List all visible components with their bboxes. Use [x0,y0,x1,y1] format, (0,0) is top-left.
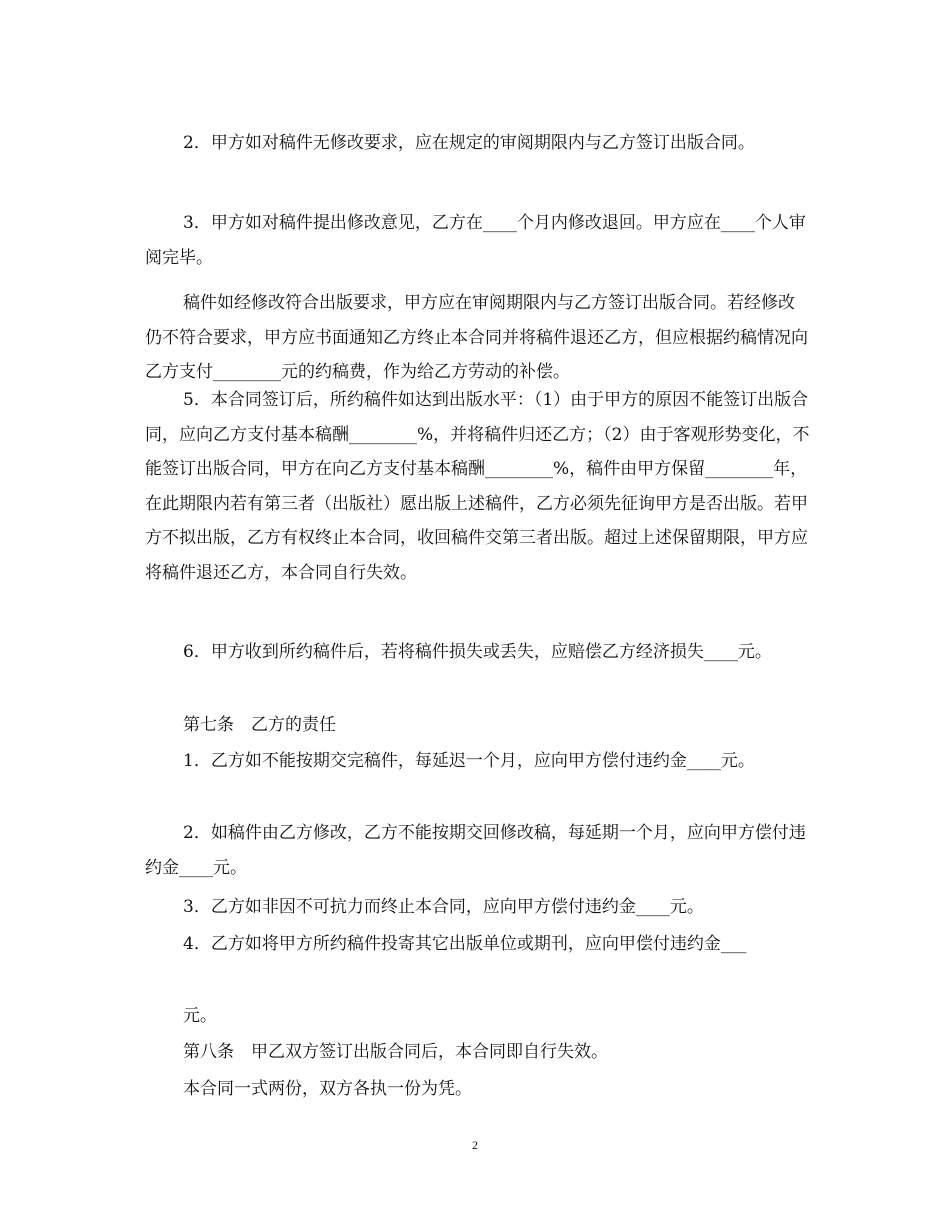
paragraph-article-7-item-3: 3．乙方如非因不可抗力而终止本合同，应向甲方偿付违约金____元。 [183,897,704,917]
paragraph-copies: 本合同一式两份，双方各执一份为凭。 [183,1079,472,1099]
paragraph-article-7-item-1: 1．乙方如不能按期交完稿件，每延迟一个月，应向甲方偿付违约金____元。 [183,751,755,771]
paragraph-clause-3: 3．甲方如对稿件提出修改意见，乙方在____个月内修改退回。甲方应在____个人审阅完毕。 [145,213,806,268]
paragraph-yuan: 元。 [183,1006,217,1026]
paragraph-clause-2: 2．甲方如对稿件无修改要求，应在规定的审阅期限内与乙方签订出版合同。 [183,133,755,153]
section-heading-article-8: 第八条 甲乙双方签订出版合同后，本合同即自行失效。 [183,1042,608,1062]
page-number: 2 [472,1138,478,1152]
paragraph-article-7-item-4: 4．乙方如将甲方所约稿件投寄其它出版单位或期刊，应向甲偿付违约金___ [183,934,747,954]
paragraph-article-7-item-2: 2．如稿件由乙方修改，乙方不能按期交回修改稿，每延期一个月，应向甲方偿付违约金____元。 [145,823,806,878]
paragraph-revision: 稿件如经修改符合出版要求，甲方应在审阅期限内与乙方签订出版合同。若经修改仍不符合要求，甲方应书面通知乙方终止本合同并将稿件退还乙方，但应根据约稿情况向乙方支付________元的约稿费，作为给乙方劳动的补偿。 [145,293,808,382]
paragraph-clause-6: 6．甲方收到所约稿件后，若将稿件损失或丢失，应赔偿乙方经济损失____元。 [183,642,772,662]
section-heading-article-7: 第七条 乙方的责任 [183,715,336,735]
paragraph-clause-5: 5．本合同签订后，所约稿件如达到出版水平：（1）由于甲方的原因不能签订出版合同，应向乙方支付基本稿酬________%，并将稿件归还乙方；（2）由于客观形势变化，不能签订出版合同，甲方在向乙方支付基本稿酬________%，稿件由甲方保留________年，在此期限内若有第三者（出版社）愿出版上述稿件，乙方必须先征询甲方是否出版。若甲方不拟出版，乙方有权终止本合同，收回稿件交第三者出版。超过上述保留期限，甲方应将稿件退还乙方，本合同自行失效。 [145,390,810,583]
